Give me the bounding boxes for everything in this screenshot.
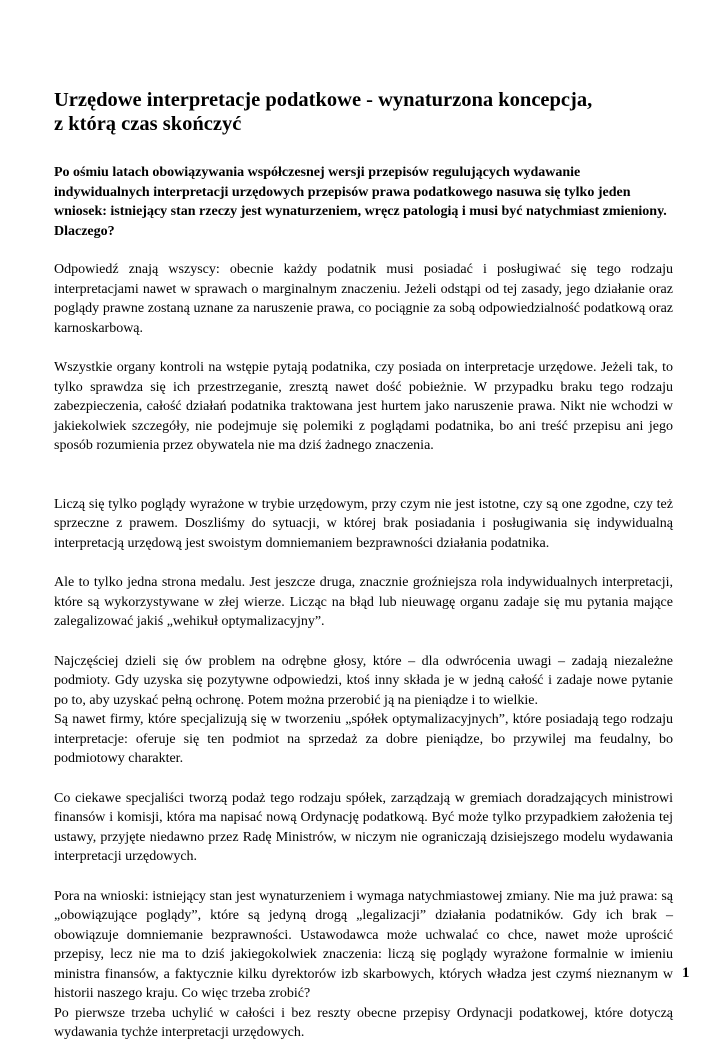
lead-paragraph: Po ośmiu latach obowiązywania współczesnej wersji przepisów regulujących wydawanie indywidualnych interpretacji urzędowych przepisów prawa podatkowego nasuwa się tylko jeden wniosek: istniejący stan rzeczy jest wynaturzeniem, wręcz patologią i musi być natychmiast zmieniony. Dlaczego?	[54, 165, 667, 239]
title-line-1: Urzędowe interpretacje podatkowe - wynaturzona koncepcja,	[54, 89, 593, 111]
paragraph-1: Odpowiedź znają wszyscy: obecnie każdy podatnik musi posiadać i posługiwać się tego rodzaju interpretacjami nawet w sprawach o marginalnym znaczeniu. Jeżeli odstąpi od tej zasady, jego działanie oraz poglądy prawne zostaną uznane za naruszenie prawa, co pociągnie za sobą odpowiedzialność podatkową oraz karnoskarbową.	[54, 262, 673, 336]
paragraph-5: Najczęściej dzieli się ów problem na odrębne głosy, które – dla odwrócenia uwagi – zadają niezależne podmioty. Gdy uzyska się pozytywne odpowiedzi, ktoś inny składa je w jedną całość i zadaje nowe pytanie po to, aby uzyskać pełną ochronę. Potem można przerobić ją na pieniądze i to wielkie.	[54, 653, 673, 708]
paragraph-6: Są nawet firmy, które specjalizują się w tworzeniu „spółek optymalizacyjnych”, które posiadają tego rodzaju interpretacje: oferuje się ten podmiot na sprzedaż za dobre pieniądze, bo przywilej ma feudalny, bo podmiotowy charakter.	[54, 712, 673, 766]
paragraph-2: Wszystkie organy kontroli na wstępie pytają podatnika, czy posiada on interpretacje urzędowe. Jeżeli tak, to tylko sprawdza się ich przestrzeganie, zresztą nawet dość pobieżnie. W przypadku braku tego rodzaju zabezpieczenia, całość działań podatnika traktowana jest hurtem jako naruszenie prawa. Nikt nie wchodzi w jakiekolwiek szczegóły, nie podejmuje się polemiki z poglądami podatnika, bo ani treść przepisu ani jego sposób rozumienia przez obywatela nie ma dziś żadnego znaczenia.	[54, 360, 673, 453]
paragraph-9: Po pierwsze trzeba uchylić w całości i bez reszty obecne przepisy Ordynacji podatkowej, które dotyczą wydawania tychże interpretacji urzędowych.	[54, 1005, 673, 1040]
paragraph-8: Pora na wnioski: istniejący stan jest wynaturzeniem i wymaga natychmiastowej zmiany. Nie ma już prawa: są „obowiązujące poglądy”, które są jedyną drogą „legalizacji” działania podatników. Gdy ich brak – obowiązuje domniemanie bezprawności. Ustawodawca może uchwalać co chce, nawet może uprościć przepisy, lecz nie ma to dziś jakiegokolwiek znaczenia: liczą się poglądy wyrażone formalnie w imieniu ministra finansów, a faktycznie kilku dyrektorów izb skarbowych, których władza jest czymś nieznanym w historii naszego kraju. Co więc trzeba zrobić?	[54, 888, 673, 1001]
document-page	[54, 88, 673, 1043]
paragraph-3: Liczą się tylko poglądy wyrażone w trybie urzędowym, przy czym nie jest istotne, czy są one zgodne, czy też sprzeczne z prawem. Doszliśmy do sytuacji, w której brak posiadania i posługiwania się indywidualną interpretacją urzędową jest swoistym domniemaniem bezprawności działania podatnika.	[54, 496, 673, 551]
paragraph-7: Co ciekawe specjaliści tworzą podaż tego rodzaju spółek, zarządzają w gremiach doradzających ministrowi finansów i komisji, która ma napisać nową Ordynację podatkową. Być może tylko przypadkiem założenia tej ustawy, przyjęte niedawno przez Radę Ministrów, w niczym nie ograniczają dzisiejszego modelu wydawania interpretacji urzędowych.	[54, 790, 673, 864]
title-line-2: z którą czas skończyć	[54, 113, 242, 135]
paragraph-4: Ale to tylko jedna strona medalu. Jest jeszcze druga, znacznie groźniejsza rola indywidualnych interpretacji, które są wykorzystywane w złej wierze. Licząc na błąd lub nieuwagę organu zadaje się mu pytania mające zalegalizować jakiś „wehikuł optymalizacyjny”.	[54, 575, 673, 629]
page-title	[54, 88, 673, 136]
page-number: 1	[682, 965, 690, 981]
